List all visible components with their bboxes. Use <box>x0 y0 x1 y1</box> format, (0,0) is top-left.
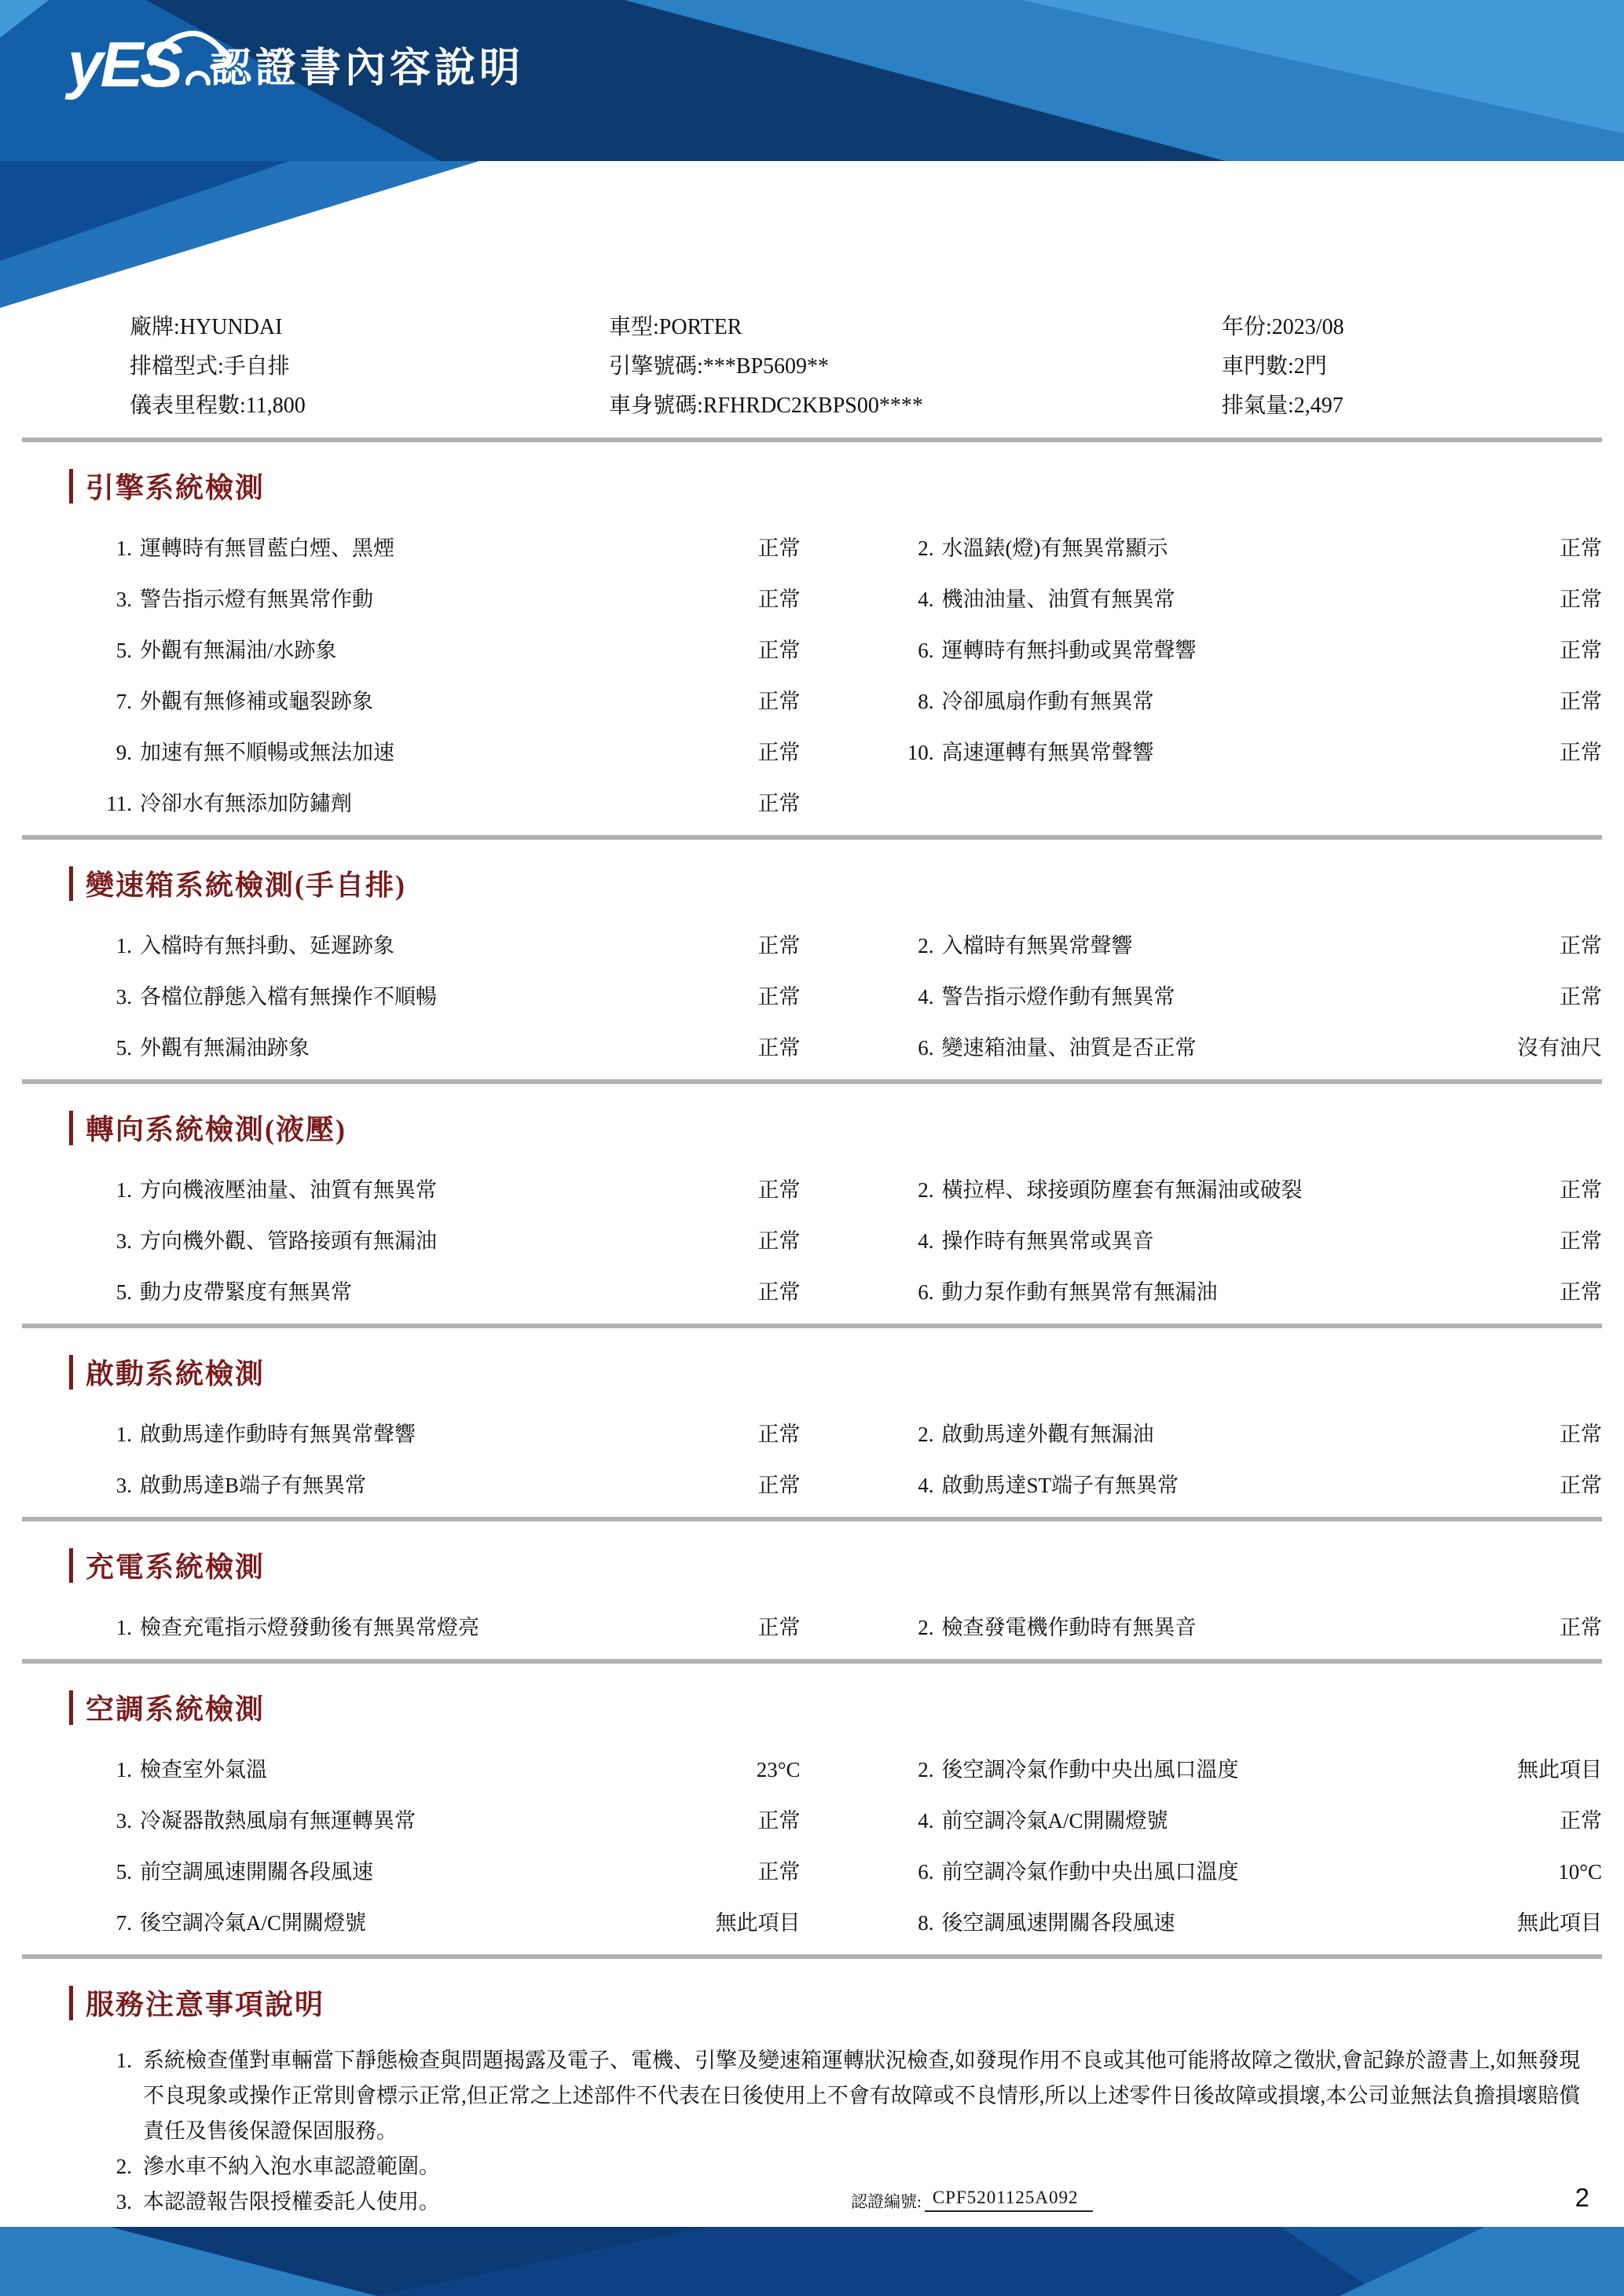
item-text: 冷卻水有無添加防鏽劑 <box>140 792 352 815</box>
inspection-item <box>824 742 1603 764</box>
certificate-number <box>851 2188 1093 2212</box>
item-number: 6. <box>918 1036 934 1060</box>
note-text: 系統檢查僅對車輛當下靜態檢查與問題揭露及電子、電機、引擎及變速箱運轉狀況檢查,如發現作用不良或其他可能將故障之徵狀,會記錄於證書上,如無發現不良現象或操作正常則會標示正常,但正常之上述部件不代表在日後使用上不會有故障或不良情形,所以上述零件日後故障或損壞,本公司並無法負擔損壞賠償責任及售後保證保固服務。 <box>143 2049 1581 2143</box>
heading-accent-bar <box>69 1986 73 2020</box>
item-number: 4. <box>918 1809 934 1833</box>
inspection-item <box>22 1179 801 1201</box>
section-heading-text: 服務注意事項說明 <box>86 1989 325 2020</box>
item-text: 啟動馬達B端子有無異常 <box>140 1474 367 1497</box>
section-charging <box>0 1545 1624 1639</box>
section-heading <box>69 466 1624 506</box>
item-text: 啟動馬達作動時有無異常聲響 <box>140 1423 416 1446</box>
item-status: 正常 <box>757 690 801 713</box>
heading-accent-bar <box>69 1111 73 1145</box>
section-air-conditioning <box>0 1687 1624 1934</box>
item-number: 3. <box>115 588 132 611</box>
item-text: 冷卻風扇作動有無異常 <box>941 690 1154 713</box>
info-label: 年份 <box>1222 315 1267 339</box>
info-separator: : <box>240 394 246 418</box>
item-text: 外觀有無修補或龜裂跡象 <box>140 690 373 713</box>
item-text: 方向機外觀、管路接頭有無漏油 <box>140 1229 437 1253</box>
item-text: 變速箱油量、油質是否正常 <box>941 1036 1197 1060</box>
item-number: 3. <box>115 1474 132 1497</box>
info-separator: : <box>653 315 659 339</box>
item-text: 檢查發電機作動時有無異音 <box>941 1616 1197 1639</box>
note-text: 滲水車不納入泡水車認證範圍。 <box>143 2155 440 2178</box>
section-heading <box>69 1352 1624 1392</box>
item-status: 沒有油尺 <box>1517 1036 1602 1060</box>
section-heading <box>69 1108 1624 1148</box>
info-value: 2門 <box>1293 354 1327 379</box>
heading-accent-bar <box>69 866 73 901</box>
item-text: 各檔位靜態入檔有無操作不順暢 <box>140 985 437 1009</box>
note-number: 1. <box>115 2049 132 2072</box>
item-text: 入檔時有無異常聲響 <box>941 934 1133 958</box>
item-status: 正常 <box>757 1616 801 1639</box>
service-notes <box>22 2043 1589 2220</box>
inspection-item <box>824 1423 1603 1445</box>
item-number: 5. <box>115 1860 132 1884</box>
item-status: 正常 <box>1560 1616 1602 1639</box>
heading-accent-bar <box>69 1690 73 1725</box>
item-number: 3. <box>115 1229 132 1253</box>
item-text: 前空調冷氣作動中央出風口溫度 <box>941 1860 1239 1884</box>
info-label: 廠牌 <box>130 315 174 339</box>
inspection-items <box>22 1617 1602 1639</box>
item-number: 1. <box>115 1616 132 1639</box>
note-number: 3. <box>115 2190 132 2214</box>
service-notes-list <box>22 2043 1589 2220</box>
item-status: 正常 <box>1560 690 1602 713</box>
inspection-item <box>22 935 801 957</box>
info-separator: : <box>1288 354 1294 379</box>
info-label: 引擎號碼 <box>609 354 698 379</box>
item-number: 1. <box>115 1423 132 1446</box>
item-text: 檢查充電指示燈發動後有無異常燈亮 <box>140 1616 479 1639</box>
item-status: 正常 <box>757 1423 801 1446</box>
item-status: 正常 <box>757 536 801 560</box>
inspection-item <box>824 1810 1603 1832</box>
info-label: 車身號碼 <box>609 394 698 418</box>
item-number: 6. <box>918 639 934 662</box>
inspection-items <box>22 1179 1602 1303</box>
info-separator: : <box>697 354 703 379</box>
item-number: 3. <box>115 985 132 1009</box>
item-text: 橫拉桿、球接頭防塵套有無漏油或破裂 <box>941 1178 1303 1202</box>
inspection-item <box>824 1759 1603 1781</box>
section-heading-text: 充電系統檢測 <box>86 1551 266 1583</box>
item-status: 正常 <box>1560 1809 1602 1833</box>
section-transmission <box>0 863 1624 1059</box>
inspection-item <box>22 690 801 712</box>
heading-accent-bar <box>69 1355 73 1390</box>
section-engine <box>0 466 1624 815</box>
info-value: ***BP5609** <box>702 354 830 379</box>
item-number: 7. <box>115 690 132 713</box>
inspection-item <box>22 588 801 610</box>
item-status: 正常 <box>1560 536 1602 560</box>
inspection-item <box>824 1861 1603 1883</box>
info-separator: : <box>1288 394 1294 418</box>
inspection-item <box>22 1759 801 1781</box>
item-status: 正常 <box>757 1229 801 1253</box>
info-label: 儀表里程數 <box>130 394 240 418</box>
info-label: 排氣量 <box>1222 394 1289 418</box>
footer-banner-graphic <box>0 2227 1624 2296</box>
item-number: 5. <box>115 639 132 662</box>
item-text: 啟動馬達外觀有無漏油 <box>941 1423 1154 1446</box>
service-note <box>22 2184 1589 2220</box>
item-status: 無此項目 <box>715 1911 801 1935</box>
heading-accent-bar <box>69 469 73 504</box>
inspection-item <box>824 935 1603 957</box>
item-status: 正常 <box>1560 1178 1602 1202</box>
item-number: 7. <box>115 1911 132 1935</box>
item-number: 6. <box>918 1860 934 1884</box>
inspection-item <box>824 1617 1603 1639</box>
item-status: 正常 <box>1560 1423 1602 1446</box>
info-value: 2,497 <box>1293 394 1344 418</box>
inspection-item <box>22 1810 801 1832</box>
inspection-item <box>824 537 1603 559</box>
item-status: 無此項目 <box>1517 1758 1602 1782</box>
inspection-item <box>824 639 1603 661</box>
section-divider <box>22 1079 1602 1084</box>
item-text: 高速運轉有無異常聲響 <box>941 741 1154 764</box>
section-steering <box>0 1108 1624 1303</box>
section-divider <box>22 1517 1602 1522</box>
item-number: 1. <box>115 1758 132 1782</box>
item-text: 冷凝器散熱風扇有無運轉異常 <box>140 1809 416 1833</box>
inspection-item <box>22 1037 801 1059</box>
info-separator: : <box>174 315 180 339</box>
item-number: 6. <box>918 1280 934 1304</box>
item-text: 後空調風速開關各段風速 <box>941 1911 1175 1935</box>
inspection-items <box>22 935 1602 1059</box>
item-status: 正常 <box>757 639 801 662</box>
page-title: 認證書內容說明 <box>211 46 525 91</box>
item-status: 正常 <box>757 1809 801 1833</box>
item-number: 4. <box>918 985 934 1009</box>
item-status: 23°C <box>756 1758 801 1782</box>
item-status: 正常 <box>757 588 801 611</box>
info-value: 2023/08 <box>1271 315 1344 339</box>
item-text: 警告指示燈有無異常作動 <box>140 588 373 611</box>
section-heading <box>69 1545 1624 1585</box>
item-status: 正常 <box>1560 588 1602 611</box>
item-text: 外觀有無漏油/水跡象 <box>140 639 337 662</box>
item-number: 2. <box>918 934 934 958</box>
service-note <box>22 2043 1589 2149</box>
inspection-item <box>22 537 801 559</box>
inspection-item <box>22 742 801 764</box>
inspection-items <box>22 1423 1602 1496</box>
info-separator: : <box>218 354 224 379</box>
section-heading-text: 引擎系統檢測 <box>86 472 266 504</box>
info-value: HYUNDAI <box>179 315 283 339</box>
item-text: 方向機液壓油量、油質有無異常 <box>140 1178 437 1202</box>
inspection-item <box>22 1281 801 1303</box>
section-heading-text: 變速箱系統檢測(手自排) <box>86 870 406 901</box>
item-status: 無此項目 <box>1517 1911 1602 1935</box>
section-service-notes <box>0 1983 1624 2220</box>
inspection-item <box>22 986 801 1008</box>
vehicle-info-cell <box>1222 394 1602 417</box>
item-number: 4. <box>918 588 934 611</box>
inspection-item <box>824 1281 1603 1303</box>
vehicle-info-grid <box>130 316 1602 417</box>
info-value: PORTER <box>658 315 742 339</box>
item-status: 正常 <box>1560 985 1602 1009</box>
item-text: 動力皮帶緊度有無異常 <box>140 1280 352 1304</box>
item-number: 8. <box>918 1911 934 1935</box>
item-text: 運轉時有無冒藍白煙、黑煙 <box>140 536 394 560</box>
section-heading <box>69 1687 1624 1727</box>
section-starting <box>0 1352 1624 1496</box>
section-divider <box>22 1659 1602 1664</box>
item-status: 正常 <box>1560 1280 1602 1304</box>
inspection-item <box>824 1037 1603 1059</box>
item-number: 2. <box>918 1758 934 1782</box>
item-number: 5. <box>115 1280 132 1304</box>
item-text: 外觀有無漏油跡象 <box>140 1036 310 1060</box>
item-number: 4. <box>918 1474 934 1497</box>
item-text: 後空調冷氣作動中央出風口溫度 <box>941 1758 1239 1782</box>
item-text: 水溫錶(燈)有無異常顯示 <box>941 536 1168 560</box>
inspection-item <box>22 1230 801 1252</box>
vehicle-info-cell <box>609 394 1222 417</box>
item-number: 11. <box>106 792 132 815</box>
item-status: 正常 <box>757 1474 801 1497</box>
item-number: 4. <box>918 1229 934 1253</box>
item-number: 5. <box>115 1036 132 1060</box>
inspection-item <box>824 588 1603 610</box>
item-number: 1. <box>115 536 132 560</box>
item-number: 2. <box>918 1616 934 1639</box>
item-text: 前空調風速開關各段風速 <box>140 1860 373 1884</box>
item-number: 2. <box>918 1178 934 1202</box>
item-status: 正常 <box>757 1178 801 1202</box>
info-label: 車型 <box>609 315 654 339</box>
item-status: 正常 <box>1560 1474 1602 1497</box>
section-heading-text: 啟動系統檢測 <box>86 1358 266 1390</box>
item-number: 10. <box>907 741 934 764</box>
item-status: 正常 <box>757 1860 801 1884</box>
item-status: 正常 <box>757 792 801 815</box>
vehicle-info-cell <box>130 355 609 378</box>
inspection-item <box>22 1474 801 1496</box>
inspection-item <box>824 1912 1603 1934</box>
vehicle-info-cell <box>609 316 1222 339</box>
item-status: 正常 <box>1560 934 1602 958</box>
info-value: RFHRDC2KBPS00**** <box>702 394 923 418</box>
info-value: 手自排 <box>223 354 290 379</box>
heading-accent-bar <box>69 1548 73 1583</box>
item-number: 9. <box>115 741 132 764</box>
item-text: 啟動馬達ST端子有無異常 <box>941 1474 1179 1497</box>
item-text: 入檔時有無抖動、延遲跡象 <box>140 934 394 958</box>
item-text: 警告指示燈作動有無異常 <box>941 985 1175 1009</box>
item-number: 1. <box>115 1178 132 1202</box>
section-heading-text: 空調系統檢測 <box>86 1694 266 1725</box>
inspection-item <box>824 1179 1603 1201</box>
page-number: 2 <box>1575 2183 1589 2212</box>
item-text: 運轉時有無抖動或異常聲響 <box>941 639 1197 662</box>
note-text: 本認證報告限授權委託人使用。 <box>143 2190 440 2214</box>
item-number: 3. <box>115 1809 132 1833</box>
section-divider <box>22 438 1602 442</box>
inspection-item <box>824 1474 1603 1496</box>
item-text: 檢查室外氣溫 <box>140 1758 267 1782</box>
section-divider <box>22 1954 1602 1959</box>
inspection-item <box>22 1617 801 1639</box>
item-text: 動力泵作動有無異常有無漏油 <box>941 1280 1218 1304</box>
section-heading <box>69 863 1624 903</box>
item-number: 2. <box>918 1423 934 1446</box>
vehicle-info-cell <box>1222 355 1602 378</box>
vehicle-info-cell <box>1222 316 1602 339</box>
certificate-number-value: CPF5201125A092 <box>925 2188 1093 2212</box>
item-text: 後空調冷氣A/C開關燈號 <box>140 1911 367 1935</box>
item-status: 正常 <box>1560 639 1602 662</box>
inspection-item <box>824 690 1603 712</box>
info-label: 車門數 <box>1222 354 1289 379</box>
inspection-item <box>824 1230 1603 1252</box>
yes-logo-text: yES <box>68 29 180 101</box>
item-text: 前空調冷氣A/C開關燈號 <box>941 1809 1168 1833</box>
section-heading <box>69 1983 1624 2023</box>
info-label: 排檔型式 <box>130 354 218 379</box>
inspection-item <box>22 639 801 661</box>
item-status: 正常 <box>757 1280 801 1304</box>
inspection-items <box>22 1759 1602 1934</box>
item-text: 機油油量、油質有無異常 <box>941 588 1175 611</box>
item-status: 10°C <box>1558 1860 1602 1884</box>
section-heading-text: 轉向系統檢測(液壓) <box>86 1114 346 1145</box>
certificate-number-label: 認證編號: <box>851 2192 922 2211</box>
inspection-items <box>22 537 1602 815</box>
section-divider <box>22 835 1602 840</box>
vehicle-info-cell <box>130 394 609 417</box>
item-number: 2. <box>918 536 934 560</box>
inspection-item <box>22 1423 801 1445</box>
item-status: 正常 <box>757 934 801 958</box>
vehicle-info-cell <box>609 355 1222 378</box>
info-separator: : <box>1266 315 1272 339</box>
inspection-item <box>22 1861 801 1883</box>
item-status: 正常 <box>757 741 801 764</box>
service-note <box>22 2149 1589 2184</box>
info-separator: : <box>697 394 703 418</box>
item-status: 正常 <box>1560 741 1602 764</box>
inspection-item <box>22 793 801 815</box>
item-number: 8. <box>918 690 934 713</box>
item-number: 1. <box>115 934 132 958</box>
item-text: 操作時有無異常或異音 <box>941 1229 1154 1253</box>
inspection-item <box>22 1912 801 1934</box>
item-status: 正常 <box>1560 1229 1602 1253</box>
section-divider <box>22 1324 1602 1328</box>
vehicle-info-cell <box>130 316 609 339</box>
item-status: 正常 <box>757 1036 801 1060</box>
info-value: 11,800 <box>245 394 306 418</box>
item-status: 正常 <box>757 985 801 1009</box>
inspection-item <box>824 986 1603 1008</box>
item-text: 加速有無不順暢或無法加速 <box>140 741 394 764</box>
note-number: 2. <box>115 2155 132 2178</box>
